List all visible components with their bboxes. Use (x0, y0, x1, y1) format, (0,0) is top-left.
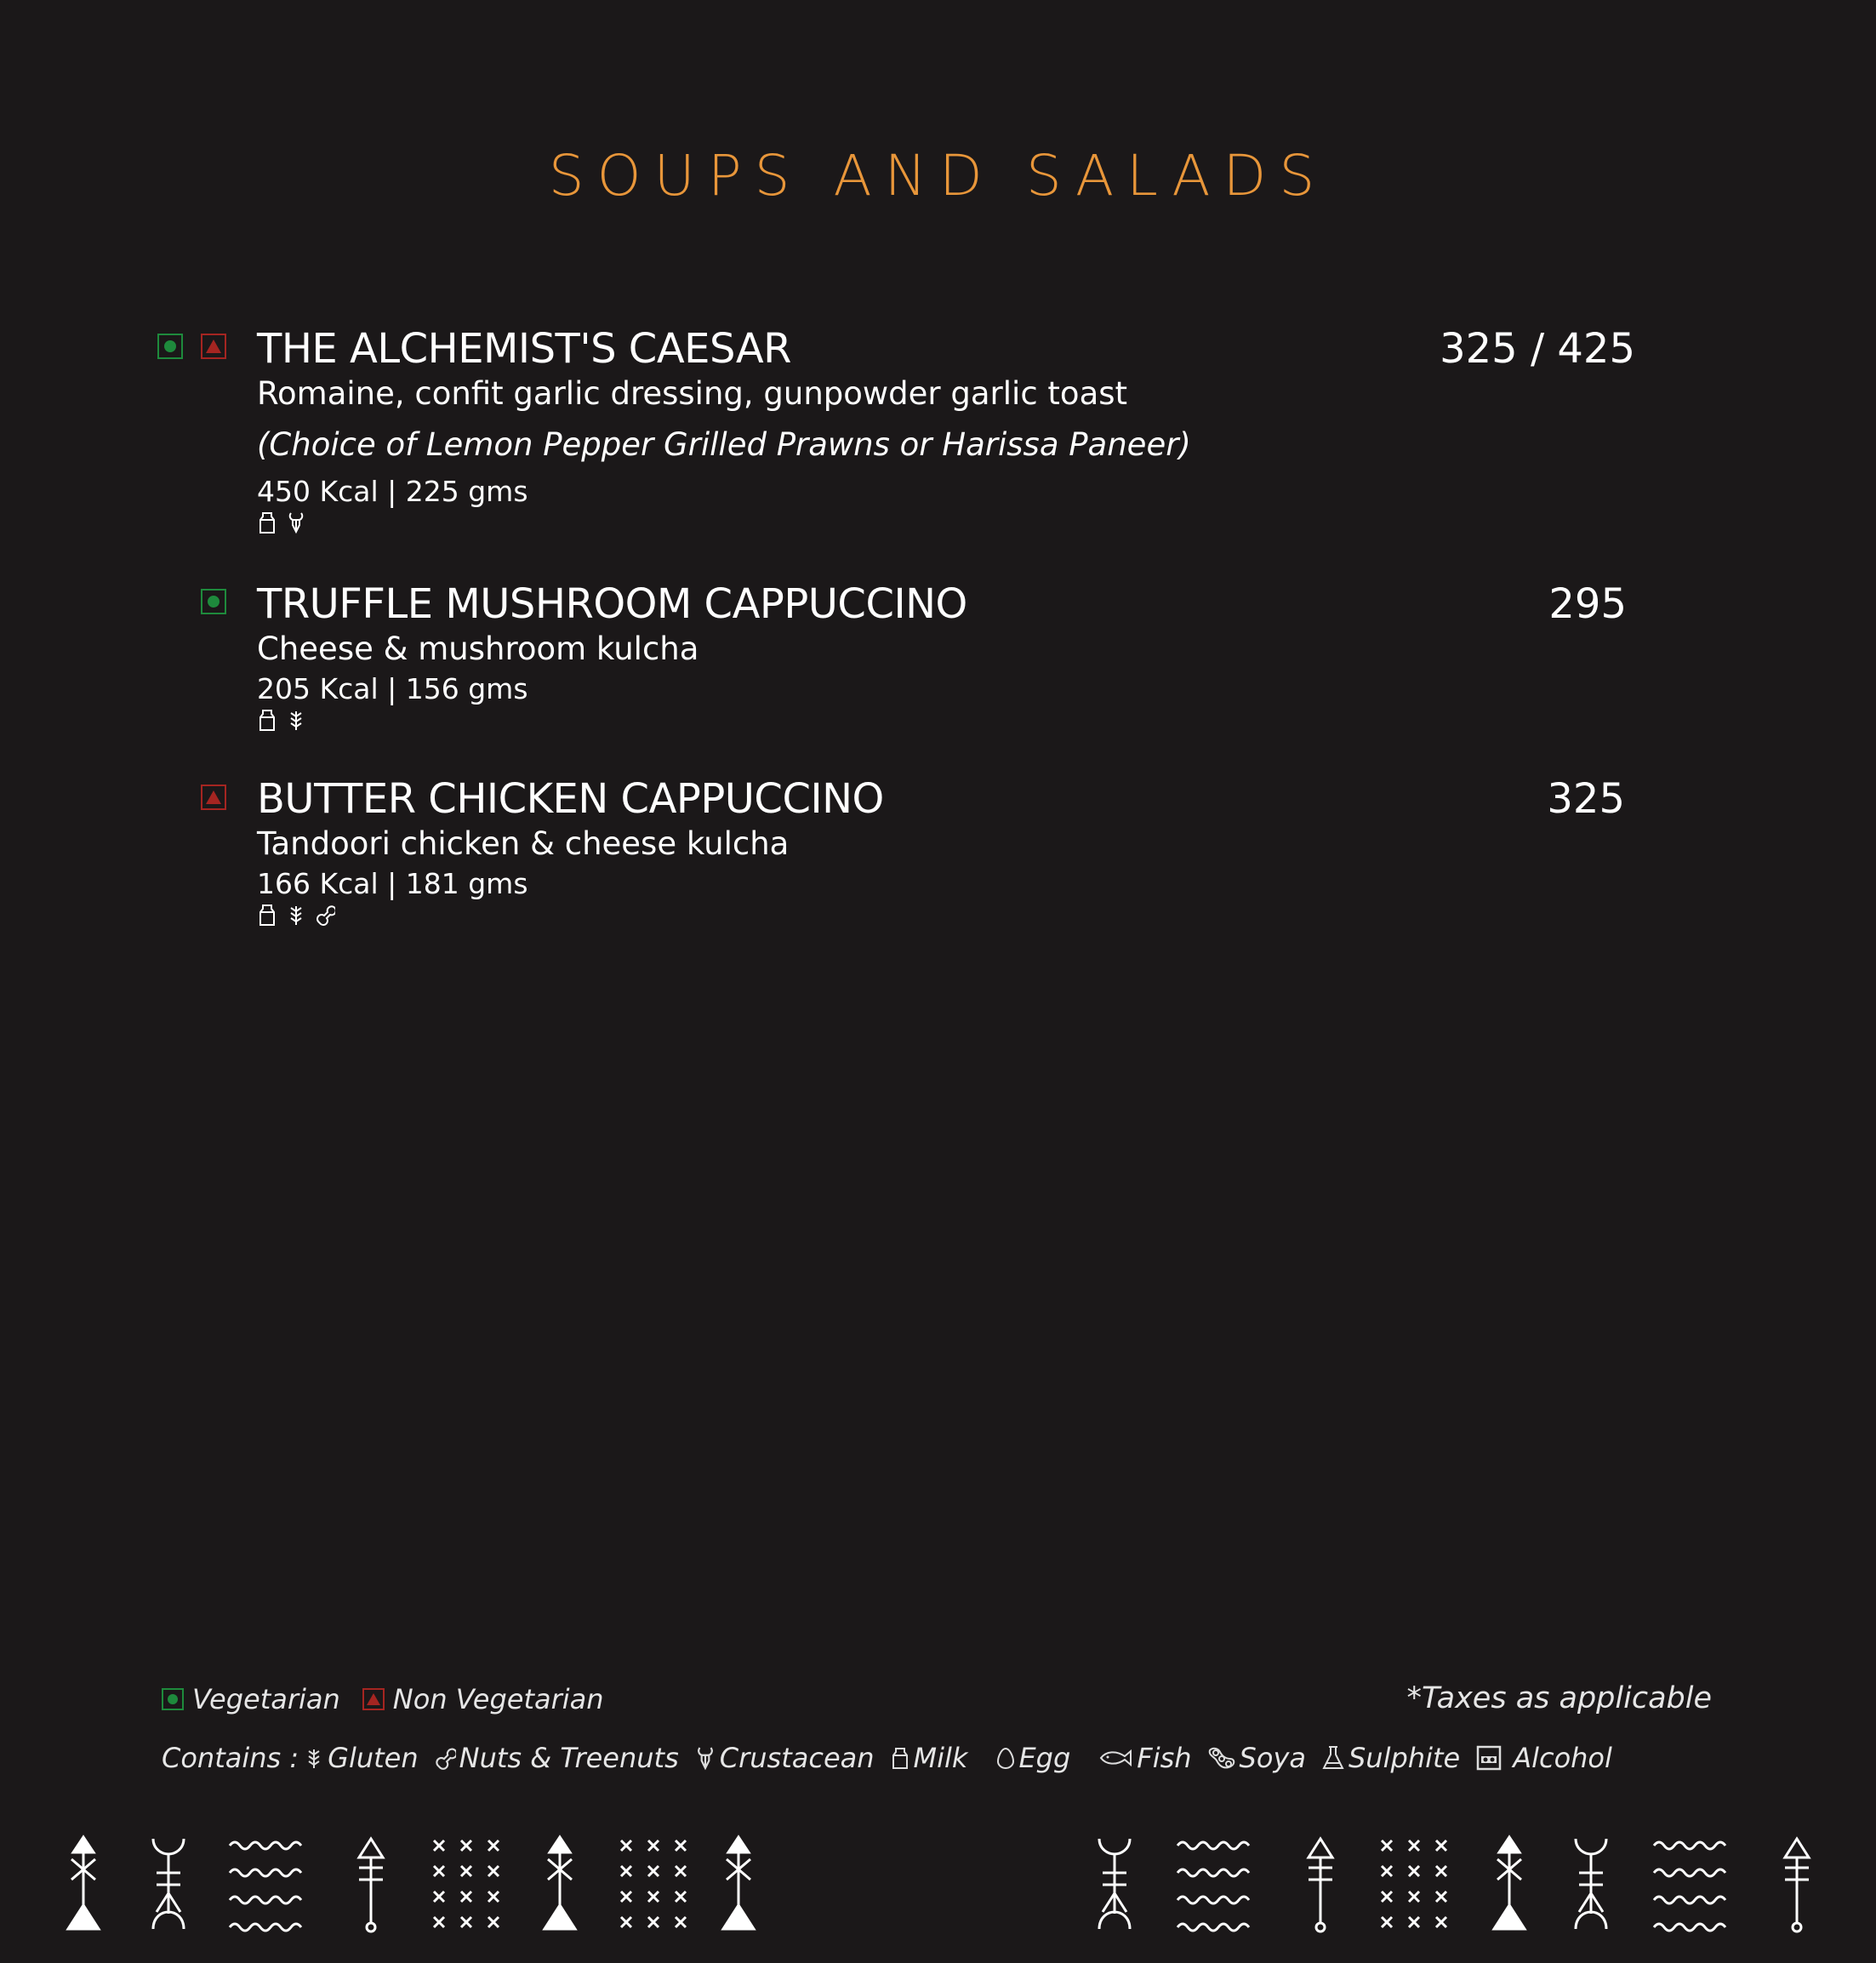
waves-icon (230, 1842, 301, 1931)
crustacean-icon (286, 511, 306, 534)
item-allergens (257, 708, 1635, 733)
fish-icon (1099, 1747, 1133, 1769)
menu-item (257, 325, 1635, 536)
item-description: Romaine, confit garlic dressing, gunpowder garlic toast (257, 375, 1128, 412)
item-allergens (257, 511, 1635, 536)
allergen-sulphite: Sulphite (1348, 1742, 1461, 1774)
milk-icon (257, 511, 277, 534)
item-kcal: 166 Kcal | 181 gms (257, 867, 528, 900)
arrow-cross-icon (545, 1837, 575, 1929)
item-price: 325 / 425 (1440, 325, 1635, 373)
allergen-milk: Milk (913, 1742, 968, 1774)
item-allergens (257, 903, 1635, 928)
item-name: BUTTER CHICKEN CAPPUCCINO (257, 775, 884, 823)
gluten-icon (304, 1745, 324, 1771)
legend-vegetarian: Vegetarian (192, 1683, 340, 1715)
gluten-icon (286, 903, 306, 927)
sulphite-icon (1321, 1744, 1345, 1772)
gluten-icon (286, 708, 306, 732)
item-kcal: 450 Kcal | 225 gms (257, 475, 528, 508)
item-kcal: 205 Kcal | 156 gms (257, 672, 528, 705)
x-grid-icon (1382, 1840, 1446, 1927)
egg-icon (996, 1745, 1015, 1771)
item-name: TRUFFLE MUSHROOM CAPPUCCINO (257, 580, 967, 628)
decorative-pattern-right (1089, 1834, 1838, 1936)
non-veg-marker (201, 334, 226, 359)
milk-icon (890, 1744, 910, 1772)
nuts-icon (315, 903, 335, 927)
arrow-cross-icon (68, 1837, 99, 1929)
veg-marker (157, 334, 183, 359)
item-description: Cheese & mushroom kulcha (257, 631, 699, 667)
milk-icon (257, 903, 277, 927)
allergen-nuts: Nuts & Treenuts (459, 1742, 679, 1774)
x-grid-icon (621, 1840, 686, 1927)
x-grid-icon (434, 1840, 499, 1927)
allergen-gluten: Gluten (328, 1742, 419, 1774)
arrow-stick-icon (359, 1839, 383, 1932)
alcohol-icon (1475, 1744, 1503, 1772)
veg-marker (162, 1688, 184, 1710)
non-veg-marker (201, 785, 226, 810)
arrow-stick-icon (1309, 1839, 1332, 1932)
nuts-icon (434, 1745, 456, 1771)
allergen-legend (162, 1742, 1628, 1774)
item-description: Tandoori chicken & cheese kulcha (257, 825, 790, 862)
allergen-fish: Fish (1137, 1742, 1192, 1774)
menu-item (257, 775, 1635, 928)
figure-icon (1576, 1839, 1606, 1929)
allergen-crustacean: Crustacean (719, 1742, 875, 1774)
milk-icon (257, 708, 277, 732)
item-price: 325 (1547, 775, 1625, 823)
soya-icon (1207, 1745, 1236, 1771)
veg-marker (201, 589, 226, 614)
waves-icon (1654, 1842, 1725, 1931)
non-veg-marker (362, 1688, 385, 1710)
contains-label: Contains : (162, 1742, 299, 1774)
arrow-stick-icon (1785, 1839, 1809, 1932)
crustacean-icon (694, 1744, 716, 1772)
page-title: SOUPS AND SALADS (548, 143, 1328, 208)
item-name: THE ALCHEMIST'S CAESAR (257, 325, 792, 373)
arrow-cross-icon (1494, 1837, 1525, 1929)
waves-icon (1177, 1842, 1249, 1931)
menu-item (257, 580, 1635, 733)
arrow-cross-icon (723, 1837, 754, 1929)
taxes-note: *Taxes as applicable (1406, 1681, 1712, 1715)
legend-non-vegetarian: Non Vegetarian (392, 1683, 604, 1715)
figure-icon (1099, 1839, 1130, 1929)
allergen-alcohol: Alcohol (1513, 1742, 1612, 1774)
decorative-pattern-left (51, 1834, 783, 1936)
allergen-egg: Egg (1018, 1742, 1071, 1774)
diet-legend (162, 1683, 604, 1715)
allergen-soya: Soya (1239, 1742, 1306, 1774)
item-choice: (Choice of Lemon Pepper Grilled Prawns or Harissa Paneer) (257, 426, 1191, 463)
figure-icon (153, 1839, 184, 1929)
item-price: 295 (1548, 580, 1627, 628)
